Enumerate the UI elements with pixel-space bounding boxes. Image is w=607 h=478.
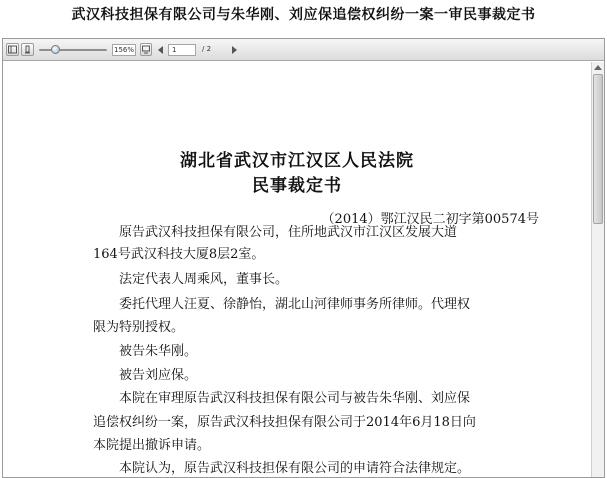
body-line: 本院在审理原告武汉科技担保有限公司与被告朱华刚、刘应保 <box>119 391 471 406</box>
body-line: 法定代表人周乘风，董事长。 <box>119 272 289 287</box>
court-name: 湖北省武汉市江汉区人民法院 <box>180 151 414 171</box>
body-line: 本院认为，原告武汉科技担保有限公司的申请符合法律规定。 <box>119 461 471 476</box>
page-count: / 2 <box>202 45 212 53</box>
fit-page-icon[interactable] <box>140 43 152 56</box>
scrollbar-thumb[interactable] <box>593 74 603 224</box>
body-line: 原告武汉科技担保有限公司，住所地武汉市江汉区发展大道 <box>119 225 458 240</box>
pdf-toolbar <box>3 39 604 61</box>
body-line: 被告刘应保。 <box>119 368 198 383</box>
document-type: 民事裁定书 <box>252 176 342 196</box>
zoom-field[interactable]: 156% <box>113 46 134 54</box>
sidebar-toggle-icon[interactable] <box>6 43 19 56</box>
body-line: 追偿权纠纷一案，原告武汉科技担保有限公司于2014年6月18日向 <box>93 415 476 430</box>
body-line: 限为特别授权。 <box>93 320 185 335</box>
body-line: 被告朱华刚。 <box>119 344 198 359</box>
pdf-viewer <box>2 38 605 478</box>
case-number: （2014）鄂江汉民二初字第00574号 <box>321 212 539 227</box>
body-line: 本院提出撤诉申请。 <box>93 438 211 453</box>
body-line: 164号武汉科技大厦8层2室。 <box>93 247 265 262</box>
vertical-scrollbar[interactable] <box>591 62 604 477</box>
next-page-icon[interactable] <box>232 46 237 54</box>
zoom-slider[interactable] <box>39 49 107 51</box>
page-title: 武汉科技担保有限公司与朱华刚、刘应保追偿权纠纷一案一审民事裁定书 <box>71 7 536 23</box>
hand-tool-icon[interactable] <box>21 43 34 56</box>
page-number-input[interactable]: 1 <box>168 44 196 56</box>
body-line: 委托代理人汪夏、徐静怡，湖北山河律师事务所律师。代理权 <box>119 297 471 312</box>
previous-page-icon[interactable] <box>158 46 163 54</box>
scroll-up-icon[interactable] <box>594 65 602 70</box>
zoom-slider-thumb[interactable] <box>51 45 60 54</box>
